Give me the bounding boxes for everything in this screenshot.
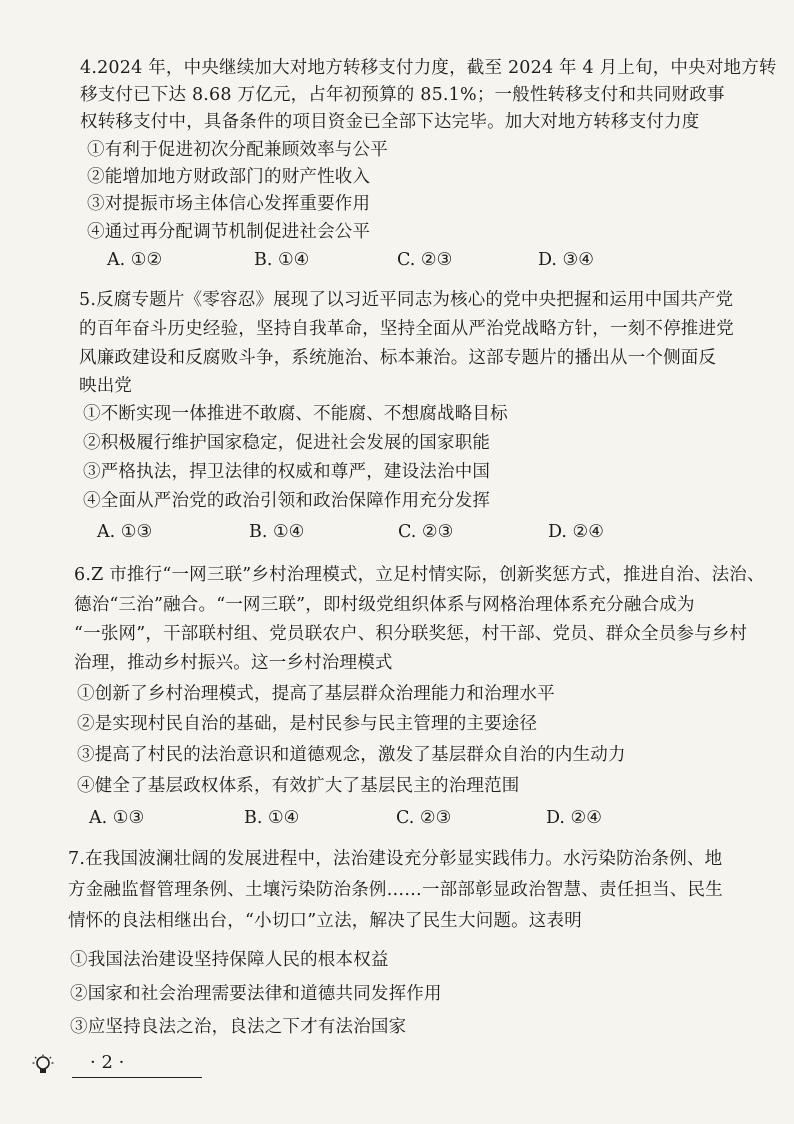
question-4-stem-line-2: 移支付已下达 8.68 万亿元，占年初预算的 85.1%；一般性转移支付和共同财政事 xyxy=(80,85,725,105)
question-5-statement-1: ①不断实现一体推进不敢腐、不能腐、不想腐战略目标 xyxy=(83,404,508,424)
question-4-statement-1: ①有利于促进初次分配兼顾效率与公平 xyxy=(87,140,388,160)
question-5-statement-4: ④全面从严治党的政治引领和政治保障作用充分发挥 xyxy=(83,491,491,511)
option-b[interactable]: B. ①④ xyxy=(244,808,300,828)
question-4-statement-4: ④通过再分配调节机制促进社会公平 xyxy=(87,222,371,242)
question-4-stem-line-1: 4.2024 年，中央继续加大对地方转移支付力度，截至 2024 年 4 月上旬，中央对地方转 xyxy=(80,58,777,78)
question-6-stem-line-4: 治理，推动乡村振兴。这一乡村治理模式 xyxy=(74,653,393,673)
question-5-stem-line-2: 的百年奋斗历史经验，坚持自我革命，坚持全面从严治党战略方针，一刻不停推进党 xyxy=(79,319,734,339)
option-c[interactable]: C. ②③ xyxy=(398,522,454,542)
question-7-stem-line-3: 情怀的良法相继出台，“小切口”立法，解决了民生大问题。这表明 xyxy=(68,911,582,931)
question-6-stem-line-1: 6.Z 市推行“一网三联”乡村治理模式，立足村情实际，创新奖惩方式，推进自治、法治、 xyxy=(74,565,765,585)
question-7-stem-line-2: 方金融监督管理条例、土壤污染防治条例……一部部彰显政治智慧、责任担当、民生 xyxy=(68,880,723,900)
question-7-statement-3: ③应坚持良法之治，良法之下才有法治国家 xyxy=(70,1017,407,1037)
question-5-stem-line-4: 映出党 xyxy=(79,376,133,396)
option-c[interactable]: C. ②③ xyxy=(396,808,452,828)
option-d[interactable]: D. ②④ xyxy=(546,808,602,828)
question-4-stem-line-3: 权转移支付中，具备条件的项目资金已全部下达完毕。加大对地方转移支付力度 xyxy=(80,112,700,132)
page-number: · 2 · xyxy=(90,1052,125,1073)
page-footer xyxy=(32,1050,192,1080)
question-5-statement-3: ③严格执法，捍卫法律的权威和尊严，建设法治中国 xyxy=(83,462,491,482)
option-a[interactable]: A. ①② xyxy=(107,250,163,270)
question-6-stem-line-2: 德治“三治”融合。“一网三联”，即村级党组织体系与网格治理体系充分融合成为 xyxy=(74,595,695,615)
question-4-statement-2: ②能增加地方财政部门的财产性收入 xyxy=(87,167,371,187)
question-7-stem-line-1: 7.在我国波澜壮阔的发展进程中，法治建设充分彰显实践伟力。水污染防治条例、地 xyxy=(68,849,723,869)
question-6-statement-3: ③提高了村民的法治意识和道德观念，激发了基层群众自治的内生动力 xyxy=(77,745,626,765)
question-6-statement-4: ④健全了基层政权体系，有效扩大了基层民主的治理范围 xyxy=(77,776,520,796)
option-b[interactable]: B. ①④ xyxy=(249,522,305,542)
question-4-statement-3: ③对提振市场主体信心发挥重要作用 xyxy=(87,194,371,214)
option-a[interactable]: A. ①③ xyxy=(97,522,153,542)
question-6-statement-1: ①创新了乡村治理模式，提高了基层群众治理能力和治理水平 xyxy=(77,684,555,704)
footer-underline xyxy=(72,1077,202,1078)
option-d[interactable]: D. ③④ xyxy=(538,250,594,270)
question-5-stem-line-3: 风廉政建设和反腐败斗争，系统施治、标本兼治。这部专题片的播出从一个侧面反 xyxy=(79,348,717,368)
question-6-stem-line-3: “一张网”，干部联村组、党员联农户、积分联奖惩，村干部、党员、群众全员参与乡村 xyxy=(74,624,748,644)
question-6-statement-2: ②是实现村民自治的基础，是村民参与民主管理的主要途径 xyxy=(77,714,538,734)
option-d[interactable]: D. ②④ xyxy=(548,522,604,542)
option-a[interactable]: A. ①③ xyxy=(89,808,145,828)
question-7-statement-2: ②国家和社会治理需要法律和道德共同发挥作用 xyxy=(70,984,442,1004)
option-b[interactable]: B. ①④ xyxy=(254,250,310,270)
lightbulb-icon xyxy=(32,1054,54,1076)
question-7-statement-1: ①我国法治建设坚持保障人民的根本权益 xyxy=(70,950,389,970)
option-c[interactable]: C. ②③ xyxy=(397,250,453,270)
question-5-statement-2: ②积极履行维护国家稳定，促进社会发展的国家职能 xyxy=(83,433,491,453)
question-5-stem-line-1: 5.反腐专题片《零容忍》展现了以习近平同志为核心的党中央把握和运用中国共产党 xyxy=(79,290,734,310)
